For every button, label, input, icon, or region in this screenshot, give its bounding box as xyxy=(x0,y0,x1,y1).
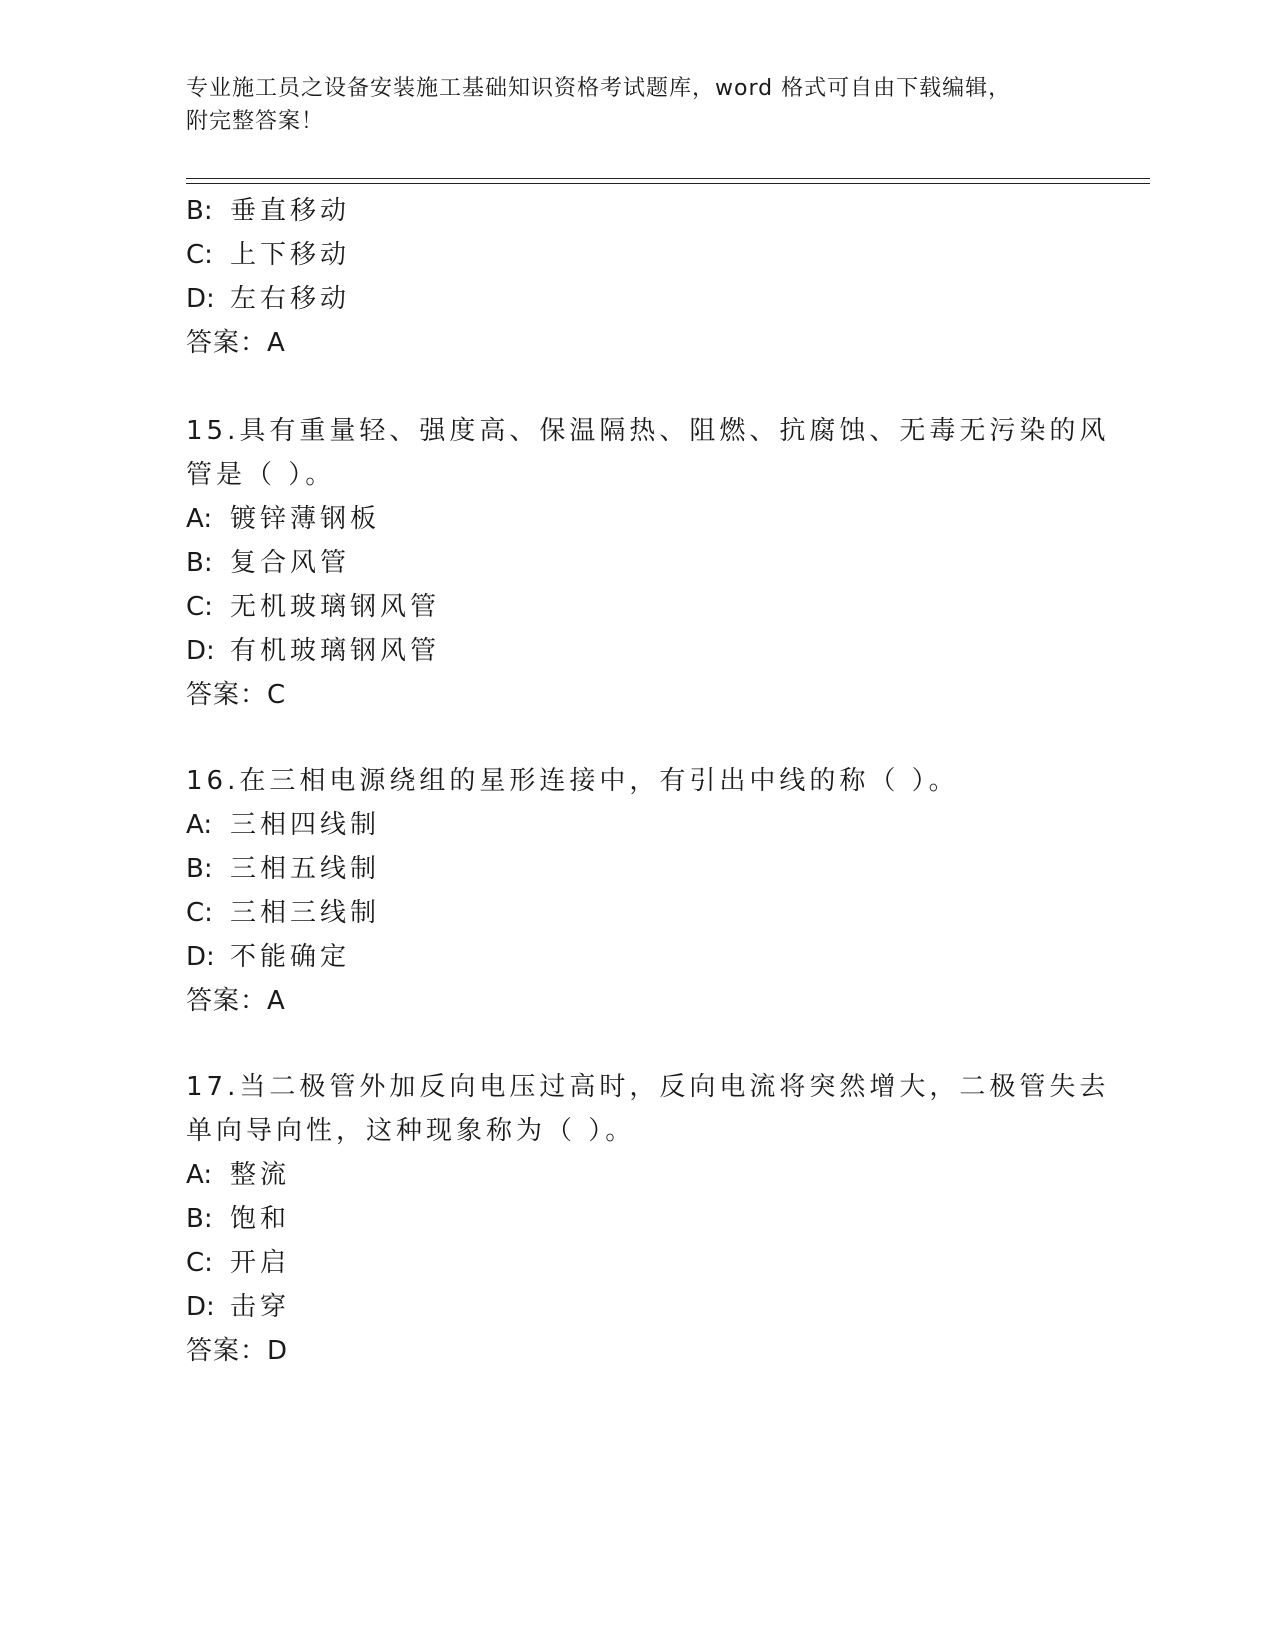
option-letter: B: xyxy=(186,854,213,884)
option-text: 镀锌薄钢板 xyxy=(230,504,381,534)
answer-line: 答案：C xyxy=(186,680,287,710)
option-text: 饱和 xyxy=(230,1204,291,1234)
option-c xyxy=(186,586,440,623)
option-text: 三相四线制 xyxy=(230,810,381,840)
option-letter: D: xyxy=(186,942,215,972)
option-letter: C: xyxy=(186,592,213,622)
option-text: 上下移动 xyxy=(230,240,351,270)
option-letter: C: xyxy=(186,898,213,928)
header-rule-bottom xyxy=(186,183,1150,184)
option-letter: C: xyxy=(186,1248,213,1278)
question-stem: 管是（ ）。 xyxy=(186,460,336,490)
option-letter: A: xyxy=(186,810,213,840)
question-stem: 单向导向性，这种现象称为（ ）。 xyxy=(186,1116,636,1146)
option-text: 三相三线制 xyxy=(230,898,381,928)
header-line-2: 附完整答案！ xyxy=(186,109,325,134)
option-text: 无机玻璃钢风管 xyxy=(230,592,441,622)
option-b xyxy=(186,848,380,885)
option-text: 三相五线制 xyxy=(230,854,381,884)
option-text: 有机玻璃钢风管 xyxy=(230,636,441,666)
option-letter: B: xyxy=(186,1204,213,1234)
option-a xyxy=(186,804,380,841)
option-letter: A: xyxy=(186,1160,213,1190)
header-line-1: 专业施工员之设备安装施工基础知识资格考试题库，word 格式可自由下载编辑， xyxy=(186,76,1012,101)
option-letter: D: xyxy=(186,284,215,314)
answer-line: 答案：A xyxy=(186,328,286,358)
option-c xyxy=(186,1242,290,1279)
option-c xyxy=(186,234,350,271)
option-d xyxy=(186,936,350,973)
option-letter: B: xyxy=(186,548,213,578)
option-a xyxy=(186,498,380,535)
option-d xyxy=(186,1286,290,1323)
answer-line: 答案：A xyxy=(186,986,286,1016)
option-text: 不能确定 xyxy=(230,942,351,972)
option-letter: D: xyxy=(186,636,215,666)
option-a xyxy=(186,1154,290,1191)
option-b xyxy=(186,1198,290,1235)
option-letter: D: xyxy=(186,1292,215,1322)
option-text: 左右移动 xyxy=(230,284,351,314)
option-text: 击穿 xyxy=(230,1292,291,1322)
question-stem: 17.当二极管外加反向电压过高时，反向电流将突然增大，二极管失去 xyxy=(186,1072,1110,1102)
document-header xyxy=(186,72,1086,138)
option-letter: B: xyxy=(186,196,213,226)
option-text: 整流 xyxy=(230,1160,291,1190)
header-rule-top xyxy=(186,178,1150,179)
answer-line: 答案：D xyxy=(186,1336,289,1366)
option-text: 垂直移动 xyxy=(230,196,351,226)
option-b xyxy=(186,190,350,227)
option-letter: A: xyxy=(186,504,213,534)
option-text: 复合风管 xyxy=(230,548,351,578)
question-stem: 16.在三相电源绕组的星形连接中，有引出中线的称（ ）。 xyxy=(186,766,959,796)
question-stem: 15.具有重量轻、强度高、保温隔热、阻燃、抗腐蚀、无毒无污染的风 xyxy=(186,416,1110,446)
option-d xyxy=(186,630,440,667)
option-letter: C: xyxy=(186,240,213,270)
option-c xyxy=(186,892,380,929)
option-d xyxy=(186,278,350,315)
option-b xyxy=(186,542,350,579)
option-text: 开启 xyxy=(230,1248,291,1278)
